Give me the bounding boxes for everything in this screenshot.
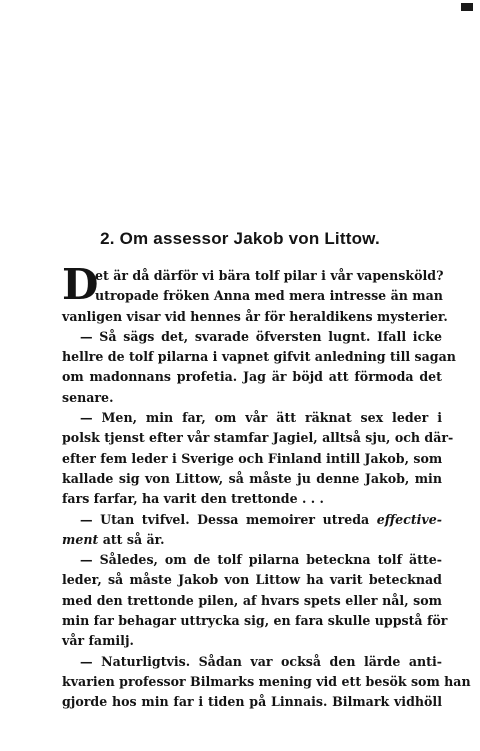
text-line: — Således, om de tolf pilarna beteckna tolf ätte- <box>80 552 442 568</box>
text-line <box>62 510 442 530</box>
text-line: kallade sig von Littow, så måste ju denne Jakob, min <box>62 470 442 486</box>
text-line: om madonnans profetia. Jag är böjd att förmoda det <box>62 369 442 385</box>
text-line: vår familj. <box>62 633 134 649</box>
text-segment: att så är. <box>98 531 165 547</box>
text-line: polsk tjenst efter vår stamfar Jagiel, alltså sju, och där- <box>62 430 454 446</box>
text-line: — Så sägs det, svarade öfversten lugnt. Ifall icke <box>80 328 442 344</box>
text-line: med den trettonde pilen, af hvars spets eller nål, som <box>62 592 442 608</box>
chapter-heading <box>0 229 480 249</box>
text-line: efter fem leder i Sverige och Finland intill Jakob, som <box>62 450 443 466</box>
text-line: min far behagar uttrycka sig, en fara skulle uppstå för <box>62 613 448 629</box>
text-line: vanligen visar vid hennes år för heraldikens mysterier. <box>62 308 448 324</box>
text-line: gjorde hos min far i tiden på Linnais. Bilmark vidhöll <box>62 694 442 710</box>
text-line: — Naturligtvis. Sådan var också den lärde anti- <box>80 653 442 669</box>
text-line: — Men, min far, om vår ätt räknat sex leder i <box>80 410 442 426</box>
text-line <box>62 530 442 550</box>
text-line: et är då därför vi bära tolf pilar i vår vapensköld? <box>95 268 444 283</box>
text-line: leder, så måste Jakob von Littow ha varit betecknad <box>62 572 442 588</box>
text-segment: — Utan tvifvel. Dessa memoirer utreda <box>80 511 377 527</box>
chapter-title: Om assessor Jakob von Littow. <box>119 229 380 248</box>
italic-text: effective- <box>376 511 442 527</box>
text-line: hellre de tolf pilarna i vapnet gifvit anledning till sagan <box>62 349 456 365</box>
drop-cap: D <box>62 260 99 309</box>
text-line: utropade fröken Anna med mera intresse än man <box>95 288 443 304</box>
chapter-number: 2. <box>100 229 115 248</box>
page-corner-mark <box>461 3 473 11</box>
text-line: kvarien professor Bilmarks mening vid ett besök som han <box>62 673 471 689</box>
text-line: fars farfar, ha varit den trettonde . . . <box>62 491 324 507</box>
text-line: senare. <box>62 389 114 405</box>
body-text <box>62 260 471 713</box>
italic-text: ment <box>62 531 99 547</box>
